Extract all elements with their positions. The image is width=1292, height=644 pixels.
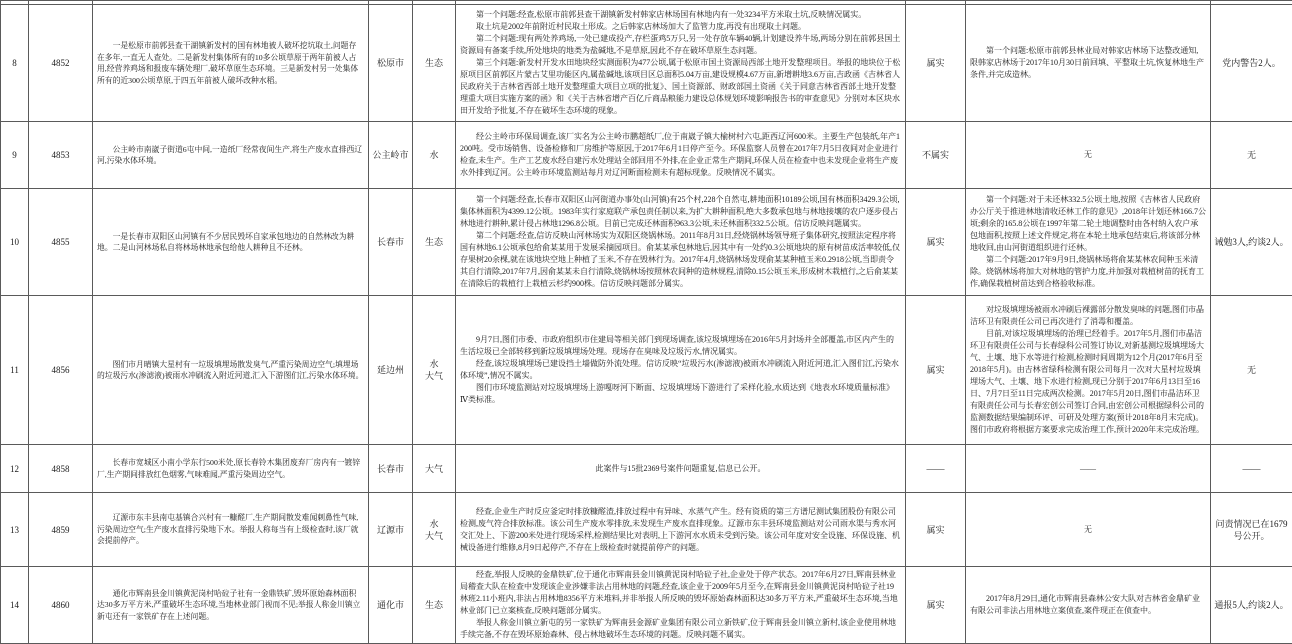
investigation-cell: 第一个问题:经查,长春市双阳区山河街道办事处(山河镇)有25个村,228个自然屯,耕地面积10189公顷,国有林面积3429.3公顷,集体林面积为4399.12公顷。1983年实行家庭联产承包责任制以来,为扩大耕种面积,绝大多数承包地与林地接壤的农户逐步侵占林地进行耕种,累计侵占林地1296.8公顷。目前已完成还林面积963.3公顷,未还林面积332.5公顷。信访反映问题属实。 第二个问题:经查,信访反映山河林场实为双阳区烧锅林场。2011年8月31日,经烧锅林场领导班子集体研究,按照法定程序将国有林地6.1公顷承包给俞某某用于发展采摘园项目。俞某某承包林地后,因其中有一处约0.3公顷地块的原有树苗成活率较低,仅存果树20余棵,就在该地块空地上种植了玉米,不存在毁林行为。2017年4月,烧锅林场发现俞某某种植玉米0.2918公顷,当即责令其自行清除,2017年7月,因俞某某未自行清除,烧锅林场按照林农间种的造林规程,清除0.15公顷玉米,形成树木栽植行,之后俞某某在清除后的栽植行上栽植云杉约900株。信访反映问题部分属实。 xyxy=(456,189,906,296)
table-row xyxy=(1,567,1292,644)
accountability-cell: 无 xyxy=(1211,296,1292,445)
complaint-cell: 辽源市东丰县南屯基镇合兴村有一糠醛厂,生产期间散发难闻刺鼻性气味,污染周边空气;生产废水直排污染地下水。举报人称每当有上级检查时,该厂就会提前停产。 xyxy=(93,493,369,567)
handling-cell: 无 xyxy=(966,493,1211,567)
category-cell: 生态 xyxy=(413,5,456,122)
category-cell: 大气 xyxy=(413,445,456,493)
verdict-cell: 属实 xyxy=(906,567,966,644)
serial-cell: 8 xyxy=(1,5,29,122)
complaint-cell: 通化市辉南县金川镇黄泥岗村哈砬子社有一金鼎铁矿,毁坏原始森林面积达30多万平方米,严重破坏生态环境,当地林业部门视而不见;举报人称金川镇立新屯还有一家铁矿存在上述问题。 xyxy=(93,567,369,644)
verdict-cell: 不属实 xyxy=(906,122,966,189)
handling-cell: 对垃圾填埋场被雨水冲刷后裸露部分散发臭味的问题,图们市晶洁环卫有限责任公司已再次进行了消毒和覆盖。 目前,对该垃圾填埋场的治理已经着手。2017年5月,图们市晶洁环卫有限责任公司与长春绿科公司签订协议,对新基测垃圾填埋场大气、土壤、地下水等进行检测,检测时间周期为12个月(2017年6月至2018年5月)。由吉林省绿科检测有限公司每月一次对大星村垃圾填埋场大气、土壤、地下水进行检测,现已分别于2017年6月13日至16日、7月7日至11日完成两次检测。2017年5月20日,图们市晶洁环卫有限责任公司与长春宏创公司签订合同,由宏创公司根据绿科公司的监测数据结果编制环评、可研及处理方案(预计2018年8月末完成)。图们市政府将根据方案要求完成治理工作,预计2020年末完成治理。 xyxy=(966,296,1211,445)
serial-cell: 14 xyxy=(1,567,29,644)
investigation-cell: 经查,企业生产时反应釜定时排放糠醛渣,排放过程中有异味、水蒸气产生。经有资质的第三方谱尼测试集团股份有限公司检测,废气符合排放标准。该公司生产废水零排放,未发现生产废水直排现象。辽源市东丰县环境监测站对公司雨水渠与秀水河交汇处上、下游200米处进行现场采样,检测结果比对表明,上下游河水水质未受到污染。该公司年度对安全设施、环保设施、机械设备进行维修,8月9日起停产,不存在上级检查时就提前停产的问题。 xyxy=(456,493,906,567)
table-row xyxy=(1,445,1292,493)
accountability-cell: 无 xyxy=(1211,122,1292,189)
complaint-cell: 一是长春市双阳区山河镇有不少居民毁坏自家承包地边的自然林改为耕地。二是山河林场私自将林场林地承包给他人耕种且不还林。 xyxy=(93,189,369,296)
investigation-cell: 经公主岭市环保局调查,该厂实名为公主岭市鹏超纸厂,位于南崴子镇大榆树村六屯,距西辽河600米。主要生产包装纸,年产1200吨。受市场销售、设备检修和厂房维护等原因,于2017年6月1日停产至今。环保监察人员曾在2017年7月5日夜间对企业进行检查,未生产。生产工艺废水经自建污水处理站全部回用不外排,在企业正常生产期间,环保人员在检查中也未发现企业将生产废水外排到辽河。公主岭市环境监测站每月对辽河断面检测未有超标现象。反映情况不属实。 xyxy=(456,122,906,189)
complaint-cell: 长春市宽城区小南小学东行500米处,原长春铃木集团废弃厂房内有一镀锌厂,生产期间排放红色烟雾,气味难闻,严重污染周边空气。 xyxy=(93,445,369,493)
case-no-cell: 4858 xyxy=(29,445,93,493)
case-no-cell: 4859 xyxy=(29,493,93,567)
table-row xyxy=(1,493,1292,567)
category-cell: 生态 xyxy=(413,567,456,644)
handling-cell: 2017年8月29日,通化市辉南县森林公安大队对吉林省金鼎矿业有限公司非法占用林地立案侦查,案件现正在侦查中。 xyxy=(966,567,1211,644)
city-cell: 辽源市 xyxy=(369,493,413,567)
verdict-cell: —— xyxy=(906,445,966,493)
investigation-cell: 经查,举报人反映的金鼎铁矿,位于通化市辉南县金川镇黄泥岗村哈砬子社,企业处于停产状态。2017年6月27日,辉南县林业局稽查大队在检查中发现该企业涉嫌非法占用林地的问题,经查,该企业于2009年5月至今,在辉南县金川镇黄泥岗村哈砬子社19林班2.11小班内,非法占用林地8356平方米堆料,并非举报人所反映的毁坏原始森林面积达30多万平方米,严重破坏生态环境,当地林业部门已立案核查,反映问题部分属实。 举报人称金川镇立新屯的另一家铁矿为辉南县金源矿业集团有限公司立新铁矿,位于辉南县金川镇立新村,该企业使用林地手续完备,不存在毁坏原始森林、侵占林地破坏生态环境的问题。反映问题不属实。 xyxy=(456,567,906,644)
case-no-cell: 4860 xyxy=(29,567,93,644)
case-no-cell: 4852 xyxy=(29,5,93,122)
category-cell: 生态 xyxy=(413,189,456,296)
investigation-cell: 9月7日,图们市委、市政府组织市住建局等相关部门到现场调查,该垃圾填埋场在2016年5月封场并全部覆盖,市区内产生的生活垃圾已全部转移到新垃圾填埋场处理。现场存在臭味及垃圾污水,情况属实。 经查,该垃圾填埋场已建设挡土墙做防外流处理。信访反映“垃圾污水(渗滤液)被雨水冲刷流入附近河道,汇入图们江,污染水体环境”,情况不属实。 图们市环境监测站对垃圾填埋场上游嘎呀河下断面、垃圾填埋场下游进行了采样化验,水质达到《地表水环境质量标准》Ⅳ类标准。 xyxy=(456,296,906,445)
handling-cell: 第一个问题:对于未还林332.5公顷土地,按照《吉林省人民政府办公厅关于推进林地清收还林工作的意见》,2018年计划还林166.7公顷;剩余的165.8公顷在1997年第二轮土地调整时由各村纳入农户承包地面积,按照上述文件规定,将在本轮土地承包结束后,将该部分林地收回,由山河街道组织进行还林。 第二个问题:2017年9月9日,烧锅林场将俞某某林农间种玉米清除。烧锅林场将加大对林地的管护力度,并加强对栽植树苗的抚育工作,确保栽植树苗达到合格验收标准。 xyxy=(966,189,1211,296)
table-row xyxy=(1,189,1292,296)
accountability-cell: 诫勉3人,约谈2人。 xyxy=(1211,189,1292,296)
table-row xyxy=(1,296,1292,445)
verdict-cell: 属实 xyxy=(906,5,966,122)
handling-cell: 无 xyxy=(966,122,1211,189)
city-cell: 延边州 xyxy=(369,296,413,445)
accountability-cell: 通报5人,约谈2人。 xyxy=(1211,567,1292,644)
complaint-cell: 一是松原市前郭县查干湖镇新发村的国有林地被人破坏挖坑取土,问题存在多年,一直无人查处。二是新发村集体所有的10多公顷草原于两年前被人占用,经营养鸡场和报废车辆处理厂,破坏草原生态环境。三是新发村另一处集体所有的近300公顷草原,于四五年前被人破坏改种水稻。 xyxy=(93,5,369,122)
case-no-cell: 4853 xyxy=(29,122,93,189)
category-cell: 水 大气 xyxy=(413,493,456,567)
city-cell: 通化市 xyxy=(369,567,413,644)
category-cell: 水 xyxy=(413,122,456,189)
table-row xyxy=(1,5,1292,122)
serial-cell: 12 xyxy=(1,445,29,493)
accountability-cell: 党内警告2人。 xyxy=(1211,5,1292,122)
serial-cell: 13 xyxy=(1,493,29,567)
case-no-cell: 4856 xyxy=(29,296,93,445)
investigation-cell: 此案件与15批2369号案件问题重复,信息已公开。 xyxy=(456,445,906,493)
serial-cell: 9 xyxy=(1,122,29,189)
accountability-cell: —— xyxy=(1211,445,1292,493)
verdict-cell: 属实 xyxy=(906,296,966,445)
verdict-cell: 属实 xyxy=(906,189,966,296)
city-cell: 公主岭市 xyxy=(369,122,413,189)
serial-cell: 10 xyxy=(1,189,29,296)
verdict-cell: 属实 xyxy=(906,493,966,567)
category-cell: 水 大气 xyxy=(413,296,456,445)
city-cell: 长春市 xyxy=(369,445,413,493)
complaint-cell: 图们市月晴镇大星村有一垃圾填埋场散发臭气,严重污染周边空气;填埋场的垃圾污水(渗滤液)被雨水冲刷流入附近河道,汇入下游图们江,污染水体环境。 xyxy=(93,296,369,445)
investigation-cell: 第一个问题:经查,松原市前郭县查干湖镇新发村韩家店林场国有林地内有一处3234平方米取土坑,反映情况属实。 取土坑是2002年前附近村民取土形成。之后韩家店林场加大了监管力度,再没有出现取土问题。 第二个问题:现有两处养鸡场,一处已建成投产,存栏蛋鸡5万只,另一处存放车辆40辆,计划建设养牛场,两场分别在前郭县国土资源局有备案手续,所处地块的地类为盐碱地,不是草原,因此不存在破坏草原生态问题。 第三个问题:新发村开发水田地块经实测面积为477公顷,属于松原市国土资源局西部土地开发整理项目。举报的地块位于松原项目区前郭区片蒙古艾里功能区内,属盐碱地,该项目区总面积5.04万亩,建设规模4.67万亩,新增耕地3.6万亩,吉政函《吉林省人民政府关于吉林省西部土地开发整理重大项目立项的批复》、国土资源部、财政部国土资函《关于同意吉林省西部土地开发整理重大项目实施方案的函》和《关于吉林省增产百亿斤商品粮能力建设总体规划环境影响报告书的审查意见》分别对本区块水田开发给予批复,不存在破坏生态环境的现象。 xyxy=(456,5,906,122)
case-no-cell: 4855 xyxy=(29,189,93,296)
serial-cell: 11 xyxy=(1,296,29,445)
table-row xyxy=(1,122,1292,189)
accountability-cell: 问责情况已在1679号公开。 xyxy=(1211,493,1292,567)
handling-cell: —— xyxy=(966,445,1211,493)
complaint-cell: 公主岭市南崴子街道6屯中间,一造纸厂经常夜间生产,将生产废水直排西辽河,污染水体环境。 xyxy=(93,122,369,189)
handling-cell: 第一个问题:松原市前郭县林业局对韩家店林场下达整改通知,限韩家店林场于2017年10月30日前回填、平整取土坑,恢复林地生产条件,并完成造林。 xyxy=(966,5,1211,122)
city-cell: 松原市 xyxy=(369,5,413,122)
city-cell: 长春市 xyxy=(369,189,413,296)
